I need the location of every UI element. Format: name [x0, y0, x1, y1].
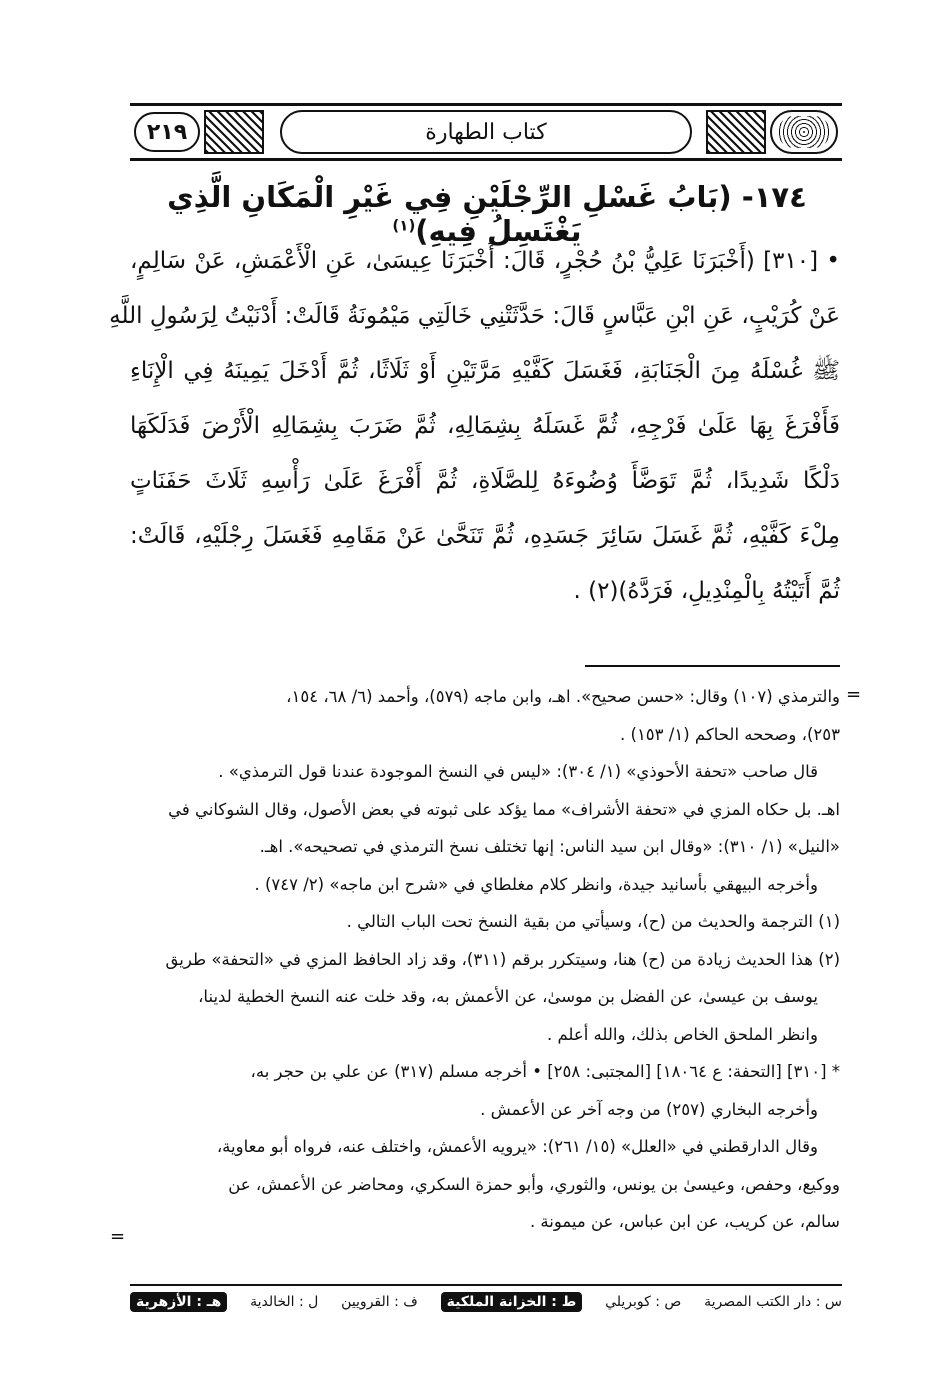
book-title: كتاب الطهارة — [280, 110, 692, 154]
footnote-line: وانظر الملحق الخاص بذلك، والله أعلم . — [546, 1024, 818, 1044]
footnote-line: ٢٥٣)، وصححه الحاكم (١/ ١٥٣) . — [620, 724, 840, 744]
page-header — [130, 103, 842, 161]
legend-item: ف : القرويين — [341, 1294, 418, 1310]
footnote-line: ووكيع، وحفص، وعيسىٰ بن يونس، والثوري، وأبو حمزة السكري، ومحاضر عن الأعمش، عن — [228, 1174, 840, 1194]
footnote-separator — [585, 665, 840, 667]
legend-item-highlighted: ط : الخزانة الملكية — [441, 1292, 583, 1312]
footnote-line: والترمذي (١٠٧) وقال: «حسن صحيح». اهـ، وابن ماجه (٥٧٩)، وأحمد (٦/ ٦٨، ١٥٤، — [286, 687, 840, 706]
ornament-right — [706, 110, 766, 154]
footnote-line: اهـ. بل حكاه المزي في «تحفة الأشراف» مما يؤكد على ثبوته في بعض الأصول، وقال الشوكاني في — [168, 799, 840, 819]
hadith-line: فَأَفْرَغَ بِهَا عَلَىٰ فَرْجِهِ، ثُمَّ غَسَلَهُ بِشِمَالِهِ، ثُمَّ ضَرَبَ بِشِمَالِهِ الْأَرْضَ فَدَلَكَهَا — [130, 413, 840, 439]
hadith-line: ﷺ غُسْلَهُ مِنَ الْجَنَابَةِ، فَغَسَلَ كَفَّيْهِ مَرَّتَيْنِ أَوْ ثَلَاثًا، ثُمَّ أَدْخَلَ يَمِينَهُ فِي الْإِنَاءِ — [130, 358, 840, 384]
footer-divider — [130, 1284, 842, 1286]
footnote-ref: (١) — [392, 216, 416, 235]
footnote-line: وأخرجه البيهقي بأسانيد جيدة، وانظر كلام مغلطاي في «شرح ابن ماجه» (٢/ ٧٤٧) . — [254, 874, 818, 894]
footnote-line: (٢) هذا الحديث زيادة من (ح) هنا، وسيتكرر برقم (٣١١)، وقد زاد الحافظ المزي في «التحفة» طريق — [165, 949, 840, 969]
hadith-line: مِلْءَ كَفَّيْهِ، ثُمَّ غَسَلَ سَائِرَ جَسَدِهِ، ثُمَّ تَنَحَّىٰ عَنْ مَقَامِهِ فَغَسَلَ رِجْلَيْهِ، قَالَتْ: — [130, 523, 840, 549]
seal-logo-icon — [770, 110, 838, 154]
manuscript-legend — [130, 1292, 842, 1312]
footnote-line: وقال الدارقطني في «العلل» (١٥/ ٢٦١): «يرويه الأعمش، واختلف عنه، فرواه أبو معاوية، — [216, 1137, 818, 1156]
footnote-line: سالم، عن كريب، عن ابن عباس، عن ميمونة . — [529, 1212, 840, 1231]
footnote-line: يوسف بن عيسىٰ، عن الفضل بن موسىٰ، عن الأعمش به، وقد خلت عنه النسخ الخطية لدينا، — [198, 987, 818, 1006]
hadith-line: دَلْكًا شَدِيدًا، ثُمَّ تَوَضَّأَ وُضُوءَهُ لِلصَّلَاةِ، ثُمَّ أَفْرَغَ عَلَىٰ رَأْسِهِ ثَلَاثَ حَفَنَاتٍ — [130, 468, 840, 494]
footnote-line: * [٣١٠] [التحفة: ع ١٨٠٦٤] [المجتبى: ٢٥٨] • أخرجه مسلم (٣١٧) عن علي بن حجر به، — [250, 1062, 840, 1081]
legend-item: ص : كوبريلي — [605, 1294, 682, 1310]
ornament-left — [204, 110, 264, 154]
legend-item: س : دار الكتب المصرية — [704, 1294, 842, 1310]
legend-item: ل : الخالدية — [250, 1294, 319, 1310]
hadith-line: عَنْ كُرَيْبٍ، عَنِ ابْنِ عَبَّاسٍ قَالَ: حَدَّثَتْنِي خَالَتِي مَيْمُونَةُ قَالَتْ: أَدْنَيْتُ لِرَسُولِ اللَّهِ — [109, 303, 840, 329]
footnotes — [130, 678, 840, 1241]
footnote-line: (١) الترجمة والحديث من (ح)، وسيأتي من بقية النسخ تحت الباب التالي . — [346, 912, 840, 931]
footnote-line: قال صاحب «تحفة الأحوذي» (١/ ٣٠٤): «ليس في النسخ الموجودة عندنا قول الترمذي» . — [218, 762, 818, 781]
hadith-line: • [٣١٠] (أَخْبَرَنَا عَلِيُّ بْنُ حُجْرٍ، قَالَ: أَخْبَرَنَا عِيسَىٰ، عَنِ الْأَعْمَشِ، عَنْ سَالِمٍ، — [130, 248, 840, 274]
legend-item-highlighted: هـ : الأزهرية — [130, 1292, 227, 1312]
chapter-title-text: ١٧٤- (بَابُ غَسْلِ الرِّجْلَيْنِ فِي غَيْرِ الْمَكَانِ الَّذِي يَغْتَسِلُ فِيهِ) — [167, 180, 807, 248]
continuation-mark: = — [846, 684, 862, 705]
hadith-line: ثُمَّ أَتَيْتُهُ بِالْمِنْدِيلِ، فَرَدَّهُ)(٢) . — [573, 578, 840, 604]
hadith-text — [109, 234, 840, 619]
footnote-line: وأخرجه البخاري (٢٥٧) من وجه آخر عن الأعمش . — [480, 1099, 818, 1119]
footnote-line: «النيل» (١/ ٣١٠): «وقال ابن سيد الناس: إنها تختلف نسخ الترمذي في تصحيحه». اهـ. — [259, 837, 840, 856]
page-number: ٢١٩ — [134, 112, 200, 152]
end-continuation-mark: = — [110, 1226, 126, 1247]
